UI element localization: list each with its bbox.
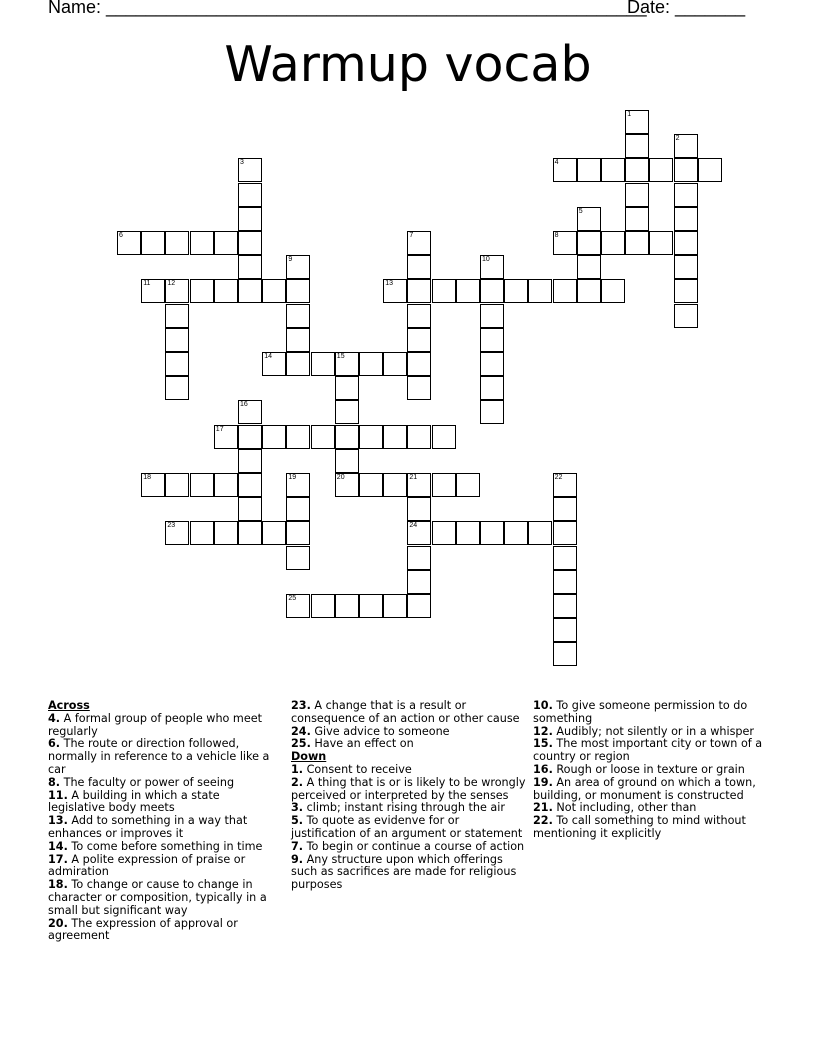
crossword-cell[interactable] bbox=[674, 134, 698, 158]
clue-item bbox=[48, 738, 280, 776]
crossword-cell[interactable] bbox=[407, 376, 431, 400]
clue-item-text: A change that is a result or consequence of an action or other cause bbox=[291, 699, 520, 725]
crossword-cell[interactable] bbox=[238, 425, 262, 449]
crossword-cell[interactable] bbox=[649, 158, 673, 182]
crossword-cell[interactable] bbox=[577, 207, 601, 231]
crossword-cell[interactable] bbox=[286, 328, 310, 352]
crossword-cell[interactable] bbox=[577, 279, 601, 303]
clue-column-1 bbox=[48, 700, 280, 943]
crossword-cell[interactable] bbox=[286, 279, 310, 303]
crossword-cell[interactable] bbox=[480, 304, 504, 328]
crossword-cell[interactable] bbox=[214, 231, 238, 255]
crossword-cell[interactable] bbox=[335, 376, 359, 400]
crossword-cell[interactable] bbox=[674, 231, 698, 255]
crossword-cell[interactable] bbox=[504, 521, 528, 545]
clue-number: 7 bbox=[409, 232, 414, 239]
clue-number: 14 bbox=[264, 353, 272, 360]
clue-item-text: An area of ground on which a town, building, or monument is constructed bbox=[533, 775, 756, 802]
crossword-cell[interactable] bbox=[553, 642, 577, 666]
crossword-cell[interactable] bbox=[480, 376, 504, 400]
crossword-cell[interactable] bbox=[504, 279, 528, 303]
crossword-cell[interactable] bbox=[286, 473, 310, 497]
crossword-cell[interactable] bbox=[165, 304, 189, 328]
clue-number: 18 bbox=[143, 474, 151, 481]
crossword-cell[interactable] bbox=[480, 400, 504, 424]
crossword-cell[interactable] bbox=[674, 279, 698, 303]
crossword-cell[interactable] bbox=[577, 231, 601, 255]
crossword-cell[interactable] bbox=[674, 255, 698, 279]
clue-item bbox=[291, 815, 527, 841]
crossword-cell[interactable] bbox=[238, 207, 262, 231]
crossword-cell[interactable] bbox=[286, 352, 310, 376]
crossword-cell[interactable] bbox=[674, 158, 698, 182]
crossword-cell[interactable] bbox=[407, 546, 431, 570]
crossword-cell[interactable] bbox=[262, 425, 286, 449]
crossword-cell[interactable] bbox=[625, 134, 649, 158]
crossword-cell[interactable] bbox=[165, 521, 189, 545]
crossword-cell[interactable] bbox=[432, 279, 456, 303]
crossword-cell[interactable] bbox=[238, 255, 262, 279]
crossword-cell[interactable] bbox=[625, 231, 649, 255]
crossword-cell[interactable] bbox=[649, 231, 673, 255]
clue-item bbox=[48, 713, 280, 739]
crossword-cell[interactable] bbox=[553, 279, 577, 303]
crossword-cell[interactable] bbox=[262, 352, 286, 376]
crossword-cell[interactable] bbox=[407, 521, 431, 545]
crossword-cell[interactable] bbox=[553, 618, 577, 642]
clue-item-text: Audibly; not silently or in a whisper bbox=[556, 724, 754, 738]
crossword-cell[interactable] bbox=[432, 473, 456, 497]
crossword-cell[interactable] bbox=[601, 158, 625, 182]
crossword-cell[interactable] bbox=[601, 279, 625, 303]
crossword-cell[interactable] bbox=[286, 546, 310, 570]
clue-item bbox=[533, 815, 769, 841]
clue-number: 15 bbox=[336, 353, 345, 360]
clue-number: 11 bbox=[143, 280, 151, 288]
crossword-cell[interactable] bbox=[238, 449, 262, 473]
clue-item-text: climb; instant rising through the air bbox=[306, 801, 505, 815]
clue-item bbox=[291, 738, 527, 751]
clue-item-text: A thing that is or is likely to be wrongly perceived or interpreted by the senses bbox=[291, 775, 526, 802]
crossword-cell[interactable] bbox=[214, 473, 238, 497]
crossword-cell[interactable] bbox=[238, 279, 262, 303]
clue-item-text: Not including, other than bbox=[556, 801, 697, 815]
clue-item-number: 21. bbox=[533, 801, 553, 815]
crossword-cell[interactable] bbox=[286, 497, 310, 521]
clue-item-number: 13. bbox=[48, 814, 68, 828]
clue-item-number: 3. bbox=[291, 801, 304, 815]
crossword-cell[interactable] bbox=[214, 279, 238, 303]
clue-item bbox=[48, 918, 280, 944]
clue-item-text: A polite expression of praise or admiration bbox=[48, 852, 246, 879]
clue-item bbox=[291, 700, 527, 726]
crossword-cell[interactable] bbox=[311, 352, 335, 376]
crossword-cell[interactable] bbox=[528, 279, 552, 303]
crossword-cell[interactable] bbox=[335, 594, 359, 618]
crossword-cell[interactable] bbox=[407, 304, 431, 328]
clue-number: 4 bbox=[554, 159, 559, 167]
crossword-cell[interactable] bbox=[553, 497, 577, 521]
name-field-label: Name: ______________________________________________________ bbox=[48, 0, 647, 17]
clue-number: 5 bbox=[578, 207, 583, 215]
clue-item-text: The faculty or power of seeing bbox=[63, 775, 235, 789]
clue-item-text: The most important city or town of a country or region bbox=[533, 737, 763, 764]
clue-number: 23 bbox=[167, 522, 176, 530]
crossword-cell[interactable] bbox=[553, 473, 577, 497]
clue-number: 2 bbox=[675, 135, 680, 143]
crossword-cell[interactable] bbox=[577, 158, 601, 182]
crossword-cell[interactable] bbox=[553, 546, 577, 570]
crossword-cell[interactable] bbox=[480, 279, 504, 303]
crossword-cell[interactable] bbox=[432, 425, 456, 449]
crossword-cell[interactable] bbox=[407, 352, 431, 376]
crossword-cell[interactable] bbox=[286, 594, 310, 618]
crossword-cell[interactable] bbox=[383, 279, 407, 303]
crossword-cell[interactable] bbox=[141, 231, 165, 255]
clue-number: 8 bbox=[554, 232, 559, 239]
clue-item-number: 25. bbox=[291, 737, 311, 751]
clue-item bbox=[533, 777, 769, 803]
clue-number: 9 bbox=[288, 256, 293, 264]
clue-number: 20 bbox=[336, 474, 345, 481]
crossword-cell[interactable] bbox=[165, 352, 189, 376]
crossword-cell[interactable] bbox=[359, 473, 383, 497]
clue-number: 16 bbox=[240, 401, 248, 409]
clue-item-text: The expression of approval or agreement bbox=[48, 916, 238, 943]
crossword-cell[interactable] bbox=[335, 449, 359, 473]
clue-item bbox=[48, 815, 280, 841]
crossword-cell[interactable] bbox=[238, 183, 262, 207]
crossword-cell[interactable] bbox=[674, 304, 698, 328]
crossword-cell[interactable] bbox=[238, 231, 262, 255]
clue-column-2 bbox=[291, 700, 527, 892]
clue-item bbox=[533, 738, 769, 764]
crossword-cell[interactable] bbox=[456, 521, 480, 545]
crossword-cell[interactable] bbox=[141, 473, 165, 497]
clue-number: 17 bbox=[215, 425, 224, 433]
crossword-cell[interactable] bbox=[238, 473, 262, 497]
crossword-cell[interactable] bbox=[286, 304, 310, 328]
crossword-cell[interactable] bbox=[359, 352, 383, 376]
clue-item-number: 19. bbox=[533, 775, 553, 789]
clue-item-text: Any structure upon which offerings such as sacrifices are made for religious purposes bbox=[291, 852, 517, 892]
crossword-cell[interactable] bbox=[262, 279, 286, 303]
clue-number: 1 bbox=[627, 111, 632, 118]
clue-item-number: 17. bbox=[48, 852, 68, 866]
crossword-cell[interactable] bbox=[625, 207, 649, 231]
crossword-cell[interactable] bbox=[262, 521, 286, 545]
crossword-cell[interactable] bbox=[528, 521, 552, 545]
crossword-cell[interactable] bbox=[335, 352, 359, 376]
clue-item-number: 1. bbox=[291, 762, 304, 776]
crossword-cell[interactable] bbox=[286, 255, 310, 279]
crossword-cell[interactable] bbox=[286, 521, 310, 545]
crossword-cell[interactable] bbox=[335, 400, 359, 424]
clue-item-number: 18. bbox=[48, 878, 68, 892]
crossword-cell[interactable] bbox=[625, 158, 649, 182]
crossword-cell[interactable] bbox=[238, 497, 262, 521]
clue-number: 24 bbox=[409, 522, 418, 530]
clue-item-number: 7. bbox=[291, 839, 304, 853]
crossword-cell[interactable] bbox=[335, 425, 359, 449]
clue-item bbox=[48, 854, 280, 880]
crossword-cell[interactable] bbox=[674, 207, 698, 231]
clue-item-number: 9. bbox=[291, 852, 304, 866]
clue-item-number: 16. bbox=[533, 762, 553, 776]
crossword-cell[interactable] bbox=[165, 473, 189, 497]
crossword-cell[interactable] bbox=[190, 521, 214, 545]
crossword-cell[interactable] bbox=[698, 158, 722, 182]
crossword-cell[interactable] bbox=[383, 352, 407, 376]
crossword-cell[interactable] bbox=[432, 521, 456, 545]
crossword-cell[interactable] bbox=[407, 231, 431, 255]
crossword-cell[interactable] bbox=[238, 521, 262, 545]
crossword-cell[interactable] bbox=[553, 521, 577, 545]
crossword-cell[interactable] bbox=[480, 328, 504, 352]
crossword-cell[interactable] bbox=[625, 183, 649, 207]
crossword-cell[interactable] bbox=[674, 183, 698, 207]
clue-item-number: 15. bbox=[533, 737, 553, 751]
crossword-cell[interactable] bbox=[407, 255, 431, 279]
clue-item-number: 2. bbox=[291, 775, 304, 789]
clue-item bbox=[48, 879, 280, 917]
crossword-cell[interactable] bbox=[359, 594, 383, 618]
clue-item-number: 20. bbox=[48, 916, 68, 930]
clue-number: 6 bbox=[119, 232, 123, 239]
clue-item bbox=[48, 790, 280, 816]
crossword-cell[interactable] bbox=[480, 352, 504, 376]
crossword-cell[interactable] bbox=[238, 158, 262, 182]
clue-number: 13 bbox=[385, 280, 393, 288]
crossword-cell[interactable] bbox=[480, 255, 504, 279]
crossword-cell[interactable] bbox=[117, 231, 141, 255]
clue-item-number: 23. bbox=[291, 699, 311, 712]
clue-number: 3 bbox=[240, 159, 244, 167]
clue-item-text: A building in which a state legislative body meets bbox=[48, 788, 220, 815]
clue-number: 12 bbox=[167, 280, 176, 288]
clue-item-text: Rough or loose in texture or grain bbox=[556, 762, 745, 776]
crossword-cell[interactable] bbox=[407, 425, 431, 449]
crossword-cell[interactable] bbox=[553, 158, 577, 182]
crossword-cell[interactable] bbox=[190, 279, 214, 303]
clue-item-text: To change or cause to change in character or composition, typically in a small but significant way bbox=[48, 878, 267, 917]
crossword-cell[interactable] bbox=[359, 425, 383, 449]
crossword-cell[interactable] bbox=[165, 279, 189, 303]
crossword-cell[interactable] bbox=[407, 497, 431, 521]
crossword-cell[interactable] bbox=[165, 376, 189, 400]
clue-item-text: Have an effect on bbox=[314, 737, 414, 751]
clue-item-text: Consent to receive bbox=[306, 762, 412, 776]
crossword-cell[interactable] bbox=[480, 521, 504, 545]
clue-item-number: 22. bbox=[533, 814, 553, 828]
down-heading: Down bbox=[291, 750, 327, 764]
crossword-cell[interactable] bbox=[577, 255, 601, 279]
crossword-cell[interactable] bbox=[601, 231, 625, 255]
crossword-cell[interactable] bbox=[383, 594, 407, 618]
crossword-cell[interactable] bbox=[286, 425, 310, 449]
across-heading: Across bbox=[48, 699, 90, 712]
clue-number: 21 bbox=[409, 474, 418, 481]
crossword-cell[interactable] bbox=[214, 521, 238, 545]
clue-item-text: A formal group of people who meet regularly bbox=[48, 711, 262, 738]
clue-number: 10 bbox=[482, 256, 490, 264]
clue-item-number: 12. bbox=[533, 724, 553, 738]
crossword-cell[interactable] bbox=[407, 570, 431, 594]
clue-item-text: Give advice to someone bbox=[314, 724, 450, 738]
clue-item-text: To give someone permission to do something bbox=[533, 699, 748, 725]
clue-item-number: 8. bbox=[48, 775, 61, 789]
crossword-cell[interactable] bbox=[625, 110, 649, 134]
clue-item-number: 24. bbox=[291, 724, 311, 738]
crossword-cell[interactable] bbox=[407, 279, 431, 303]
clue-item-number: 11. bbox=[48, 788, 68, 802]
clue-number: 25 bbox=[288, 595, 297, 602]
crossword-cell[interactable] bbox=[190, 231, 214, 255]
crossword-cell[interactable] bbox=[407, 594, 431, 618]
clue-column-3 bbox=[533, 700, 769, 841]
clue-item-text: The route or direction followed, normally in reference to a vehicle like a car bbox=[48, 737, 270, 776]
crossword-cell[interactable] bbox=[335, 473, 359, 497]
clue-item-number: 10. bbox=[533, 699, 553, 712]
page-title: Warmup vocab bbox=[224, 36, 592, 93]
clue-item-text: To call something to mind without mentioning it explicitly bbox=[533, 814, 746, 840]
crossword-cell[interactable] bbox=[165, 231, 189, 255]
crossword-cell[interactable] bbox=[383, 425, 407, 449]
crossword-cell[interactable] bbox=[456, 279, 480, 303]
crossword-cell[interactable] bbox=[553, 231, 577, 255]
crossword-cell[interactable] bbox=[553, 570, 577, 594]
crossword-cell[interactable] bbox=[407, 473, 431, 497]
clue-item bbox=[533, 700, 769, 726]
date-field-label: Date: _______ bbox=[627, 0, 746, 17]
clue-item-number: 6. bbox=[48, 737, 61, 751]
clue-number: 19 bbox=[288, 474, 297, 481]
clue-item-number: 5. bbox=[291, 814, 304, 828]
clue-item-text: To quote as evidenve for or justification of an argument or statement bbox=[291, 814, 523, 840]
crossword-cell[interactable] bbox=[383, 473, 407, 497]
crossword-cell[interactable] bbox=[214, 425, 238, 449]
clue-item bbox=[291, 854, 527, 892]
clue-item-number: 4. bbox=[48, 711, 61, 725]
crossword-cell[interactable] bbox=[553, 594, 577, 618]
crossword-cell[interactable] bbox=[311, 425, 335, 449]
crossword-cell[interactable] bbox=[165, 328, 189, 352]
crossword-cell[interactable] bbox=[311, 594, 335, 618]
clue-item-text: Add to something in a way that enhances or improves it bbox=[48, 814, 248, 840]
crossword-cell[interactable] bbox=[407, 328, 431, 352]
clue-item-number: 14. bbox=[48, 839, 68, 853]
crossword-cell[interactable] bbox=[238, 400, 262, 424]
crossword-cell[interactable] bbox=[141, 279, 165, 303]
crossword-cell[interactable] bbox=[456, 473, 480, 497]
clue-item-text: To come before something in time bbox=[71, 839, 263, 853]
crossword-cell[interactable] bbox=[190, 473, 214, 497]
clue-number: 22 bbox=[554, 474, 563, 481]
clue-item-text: To begin or continue a course of action bbox=[306, 839, 525, 853]
clue-item bbox=[291, 777, 527, 803]
